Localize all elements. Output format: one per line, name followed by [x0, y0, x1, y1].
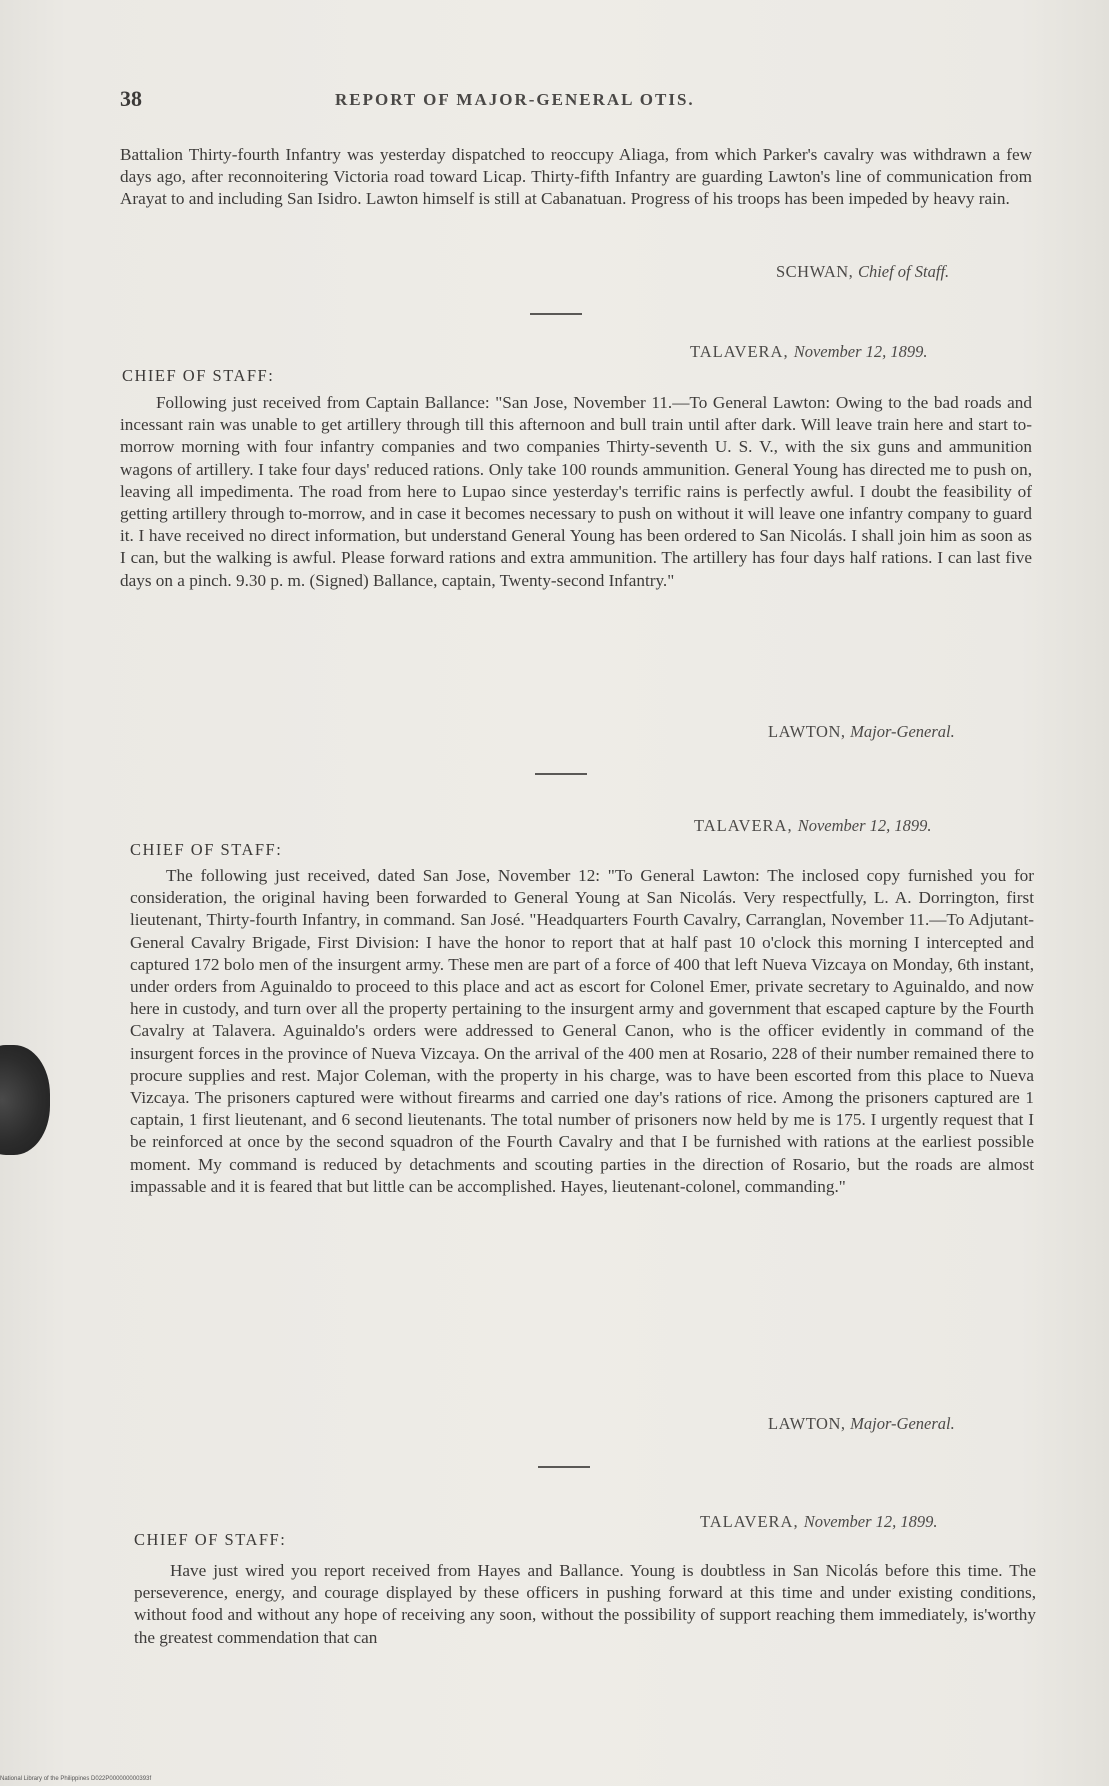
section-4-body: [134, 1560, 1036, 1649]
section-3-dateline: [694, 816, 932, 836]
signature-name: LAWTON,: [768, 1414, 846, 1433]
scan-footer: National Library of the Philippines D022P000000000393f: [0, 1776, 152, 1782]
section-2-salutation: CHIEF OF STAFF:: [122, 366, 275, 385]
section-3-salutation: CHIEF OF STAFF:: [130, 840, 283, 859]
dateline-place: TALAVERA,: [700, 1512, 799, 1531]
signature-name: SCHWAN,: [776, 262, 854, 281]
section-2-body: [120, 392, 1032, 592]
dateline-place: TALAVERA,: [690, 342, 789, 361]
scanner-thumb-shadow: [0, 1045, 50, 1155]
signature-title: Major-General.: [850, 1414, 955, 1433]
dateline-date: November 12, 1899.: [793, 342, 928, 361]
section-divider: [530, 313, 582, 315]
section-2-paragraph: Following just received from Captain Ballance: "San Jose, November 11.—To General Lawton: Owing to the bad roads and incessant rain was unable to get artillery through till this afternoon and bull train until after dark. Will leave train here and start to-morrow morning with four infantry companies and two companies Thirty-seventh U. S. V., with the six guns and ammunition wagons of artillery. I take four days' reduced rations. Only take 100 rounds ammunition. General Young has directed me to push on, leaving all impedimenta. The road from here to Lupao since yesterday's terrific rains is perfectly awful. I doubt the feasibility of getting artillery through to-morrow, and in case it becomes necessary to push on without it will leave one infantry company to guard it. I have received no direct information, but understand General Young has been ordered to San Nicolás. I shall join him as soon as I can, but the walking is awful. Please forward rations and extra ammunition. The artillery has four days half rations. I can last five days on a pinch. 9.30 p. m. (Signed) Ballance, captain, Twenty-second Infantry.": [120, 393, 1032, 590]
signature-name: LAWTON,: [768, 722, 846, 741]
dateline-date: November 12, 1899.: [803, 1512, 938, 1531]
section-3-body: [130, 865, 1034, 1198]
section-4-salutation: CHIEF OF STAFF:: [134, 1530, 287, 1549]
section-2-signature: [768, 722, 955, 742]
section-2-dateline: [690, 342, 928, 362]
page-header: [120, 86, 1020, 118]
section-1-paragraph: Battalion Thirty-fourth Infantry was yesterday dispatched to reoccupy Aliaga, from which Parker's cavalry was withdrawn a few days ago, after reconnoitering Victoria road toward Licap. Thirty-fifth Infantry are guarding Lawton's line of communication from Arayat to and including San Isidro. Lawton himself is still at Cabanatuan. Progress of his troops has been impeded by heavy rain.: [120, 145, 1032, 209]
section-divider: [535, 773, 587, 775]
dateline-place: TALAVERA,: [694, 816, 793, 835]
running-head: REPORT OF MAJOR-GENERAL OTIS.: [335, 90, 695, 109]
page-number: 38: [120, 86, 142, 111]
section-3-paragraph: The following just received, dated San Jose, November 12: "To General Lawton: The inclosed copy furnished you for consideration, the original having been forwarded to General Young at San Nicolás. Very respectfully, L. A. Dorrington, first lieutenant, Thirty-fourth Infantry, in command. San José. "Headquarters Fourth Cavalry, Carranglan, November 11.—To Adjutant-General Cavalry Brigade, First Division: I have the honor to report that at half past 10 o'clock this morning I intercepted and captured 172 bolo men of the insurgent army. These men are part of a force of 400 that left Nueva Vizcaya on Monday, 6th instant, under orders from Aguinaldo to proceed to this place and act as escort for Colonel Emer, private secretary to Aguinaldo, and now here in custody, and turn over all the property pertaining to the insurgent army and government that escaped capture by the Fourth Cavalry at Talavera. Aguinaldo's orders were addressed to General Canon, who is the officer evidently in command of the insurgent forces in the province of Nueva Vizcaya. On the arrival of the 400 men at Rosario, 228 of their number remained there to procure supplies and rest. Major Coleman, with the property in his charge, was to have been escorted from this place to Nueva Vizcaya. The prisoners captured were without firearms and carried one day's rations of rice. Among the prisoners captured are 1 captain, 1 first lieutenant, and 6 second lieutenants. The total number of prisoners now held by me is 175. I urgently request that I be reinforced at once by the second squadron of the Fourth Cavalry and that I be furnished with rations at the earliest possible moment. My command is reduced by detachments and scouting parties in the direction of Rosario, but the roads are almost impassable and it is feared that but little can be accomplished. Hayes, lieutenant-colonel, commanding.": [130, 866, 1034, 1196]
section-1-body: [120, 144, 1032, 211]
section-4-dateline: [700, 1512, 938, 1532]
section-divider: [538, 1466, 590, 1468]
section-4-paragraph: Have just wired you report received from Hayes and Ballance. Young is doubtless in San Nicolás before this time. The perseverence, energy, and courage displayed by these officers in pushing forward at this time and under existing conditions, without food and without any hope of receiving any soon, without the possibility of support reaching them immediately, is'worthy the greatest commendation that can: [134, 1561, 1036, 1647]
section-3-signature: [768, 1414, 955, 1434]
signature-title: Chief of Staff.: [857, 262, 950, 281]
section-1-signature: [776, 262, 949, 282]
dateline-date: November 12, 1899.: [797, 816, 932, 835]
signature-title: Major-General.: [850, 722, 955, 741]
